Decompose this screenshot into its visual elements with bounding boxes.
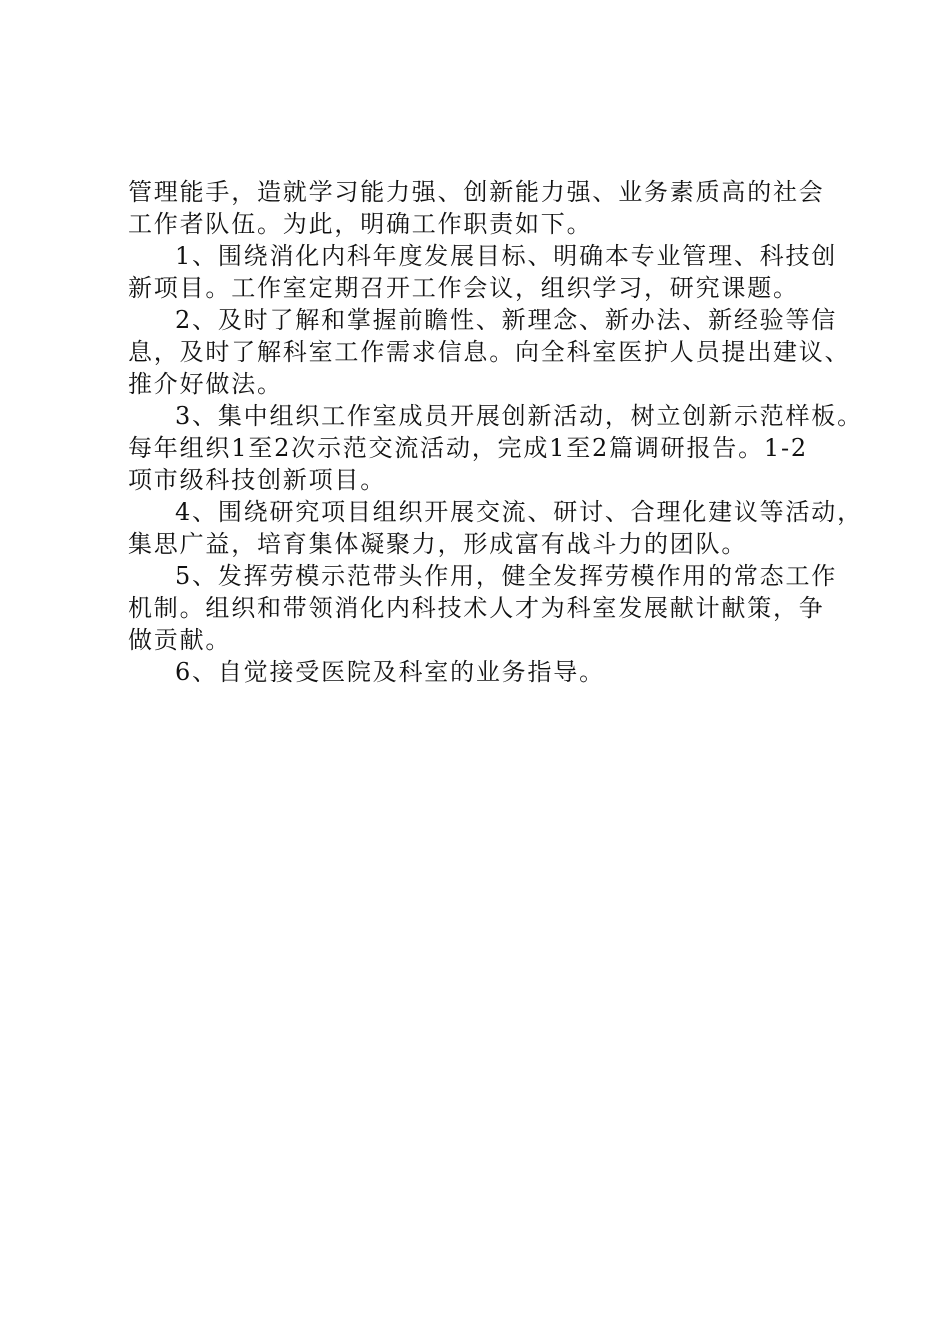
paragraph-2-line: 2、及时了解和掌握前瞻性、新理念、新办法、新经验等信 <box>175 306 838 334</box>
text-line: 做贡献。 <box>128 626 232 654</box>
paragraph-6-line: 6、自觉接受医院及科室的业务指导。 <box>175 658 605 686</box>
document-body <box>128 176 863 688</box>
paragraph-1-line: 1、围绕消化内科年度发展目标、明确本专业管理、科技创 <box>175 242 838 270</box>
paragraph-3-line: 3、集中组织工作室成员开展创新活动，树立创新示范样板。 <box>175 402 863 430</box>
paragraph-5-line: 5、发挥劳模示范带头作用，健全发挥劳模作用的常态工作 <box>175 562 838 590</box>
text-line: 息，及时了解科室工作需求信息。向全科室医护人员提出建议、 <box>128 338 851 366</box>
text-line: 新项目。工作室定期召开工作会议，组织学习，研究课题。 <box>128 274 799 302</box>
text-line: 工作者队伍。为此，明确工作职责如下。 <box>128 210 593 238</box>
text-line: 管理能手，造就学习能力强、创新能力强、业务素质高的社会 <box>128 178 825 206</box>
text-line: 推介好做法。 <box>128 370 283 398</box>
text-line: 每年组织1至2次示范交流活动，完成1至2篇调研报告。1-2 <box>128 434 808 462</box>
text-line: 集思广益，培育集体凝聚力，形成富有战斗力的团队。 <box>128 530 748 558</box>
text-line: 项市级科技创新项目。 <box>128 466 386 494</box>
text-line: 机制。组织和带领消化内科技术人才为科室发展献计献策，争 <box>128 594 825 622</box>
paragraph-4-line: 4、围绕研究项目组织开展交流、研讨、合理化建议等活动， <box>175 498 863 526</box>
